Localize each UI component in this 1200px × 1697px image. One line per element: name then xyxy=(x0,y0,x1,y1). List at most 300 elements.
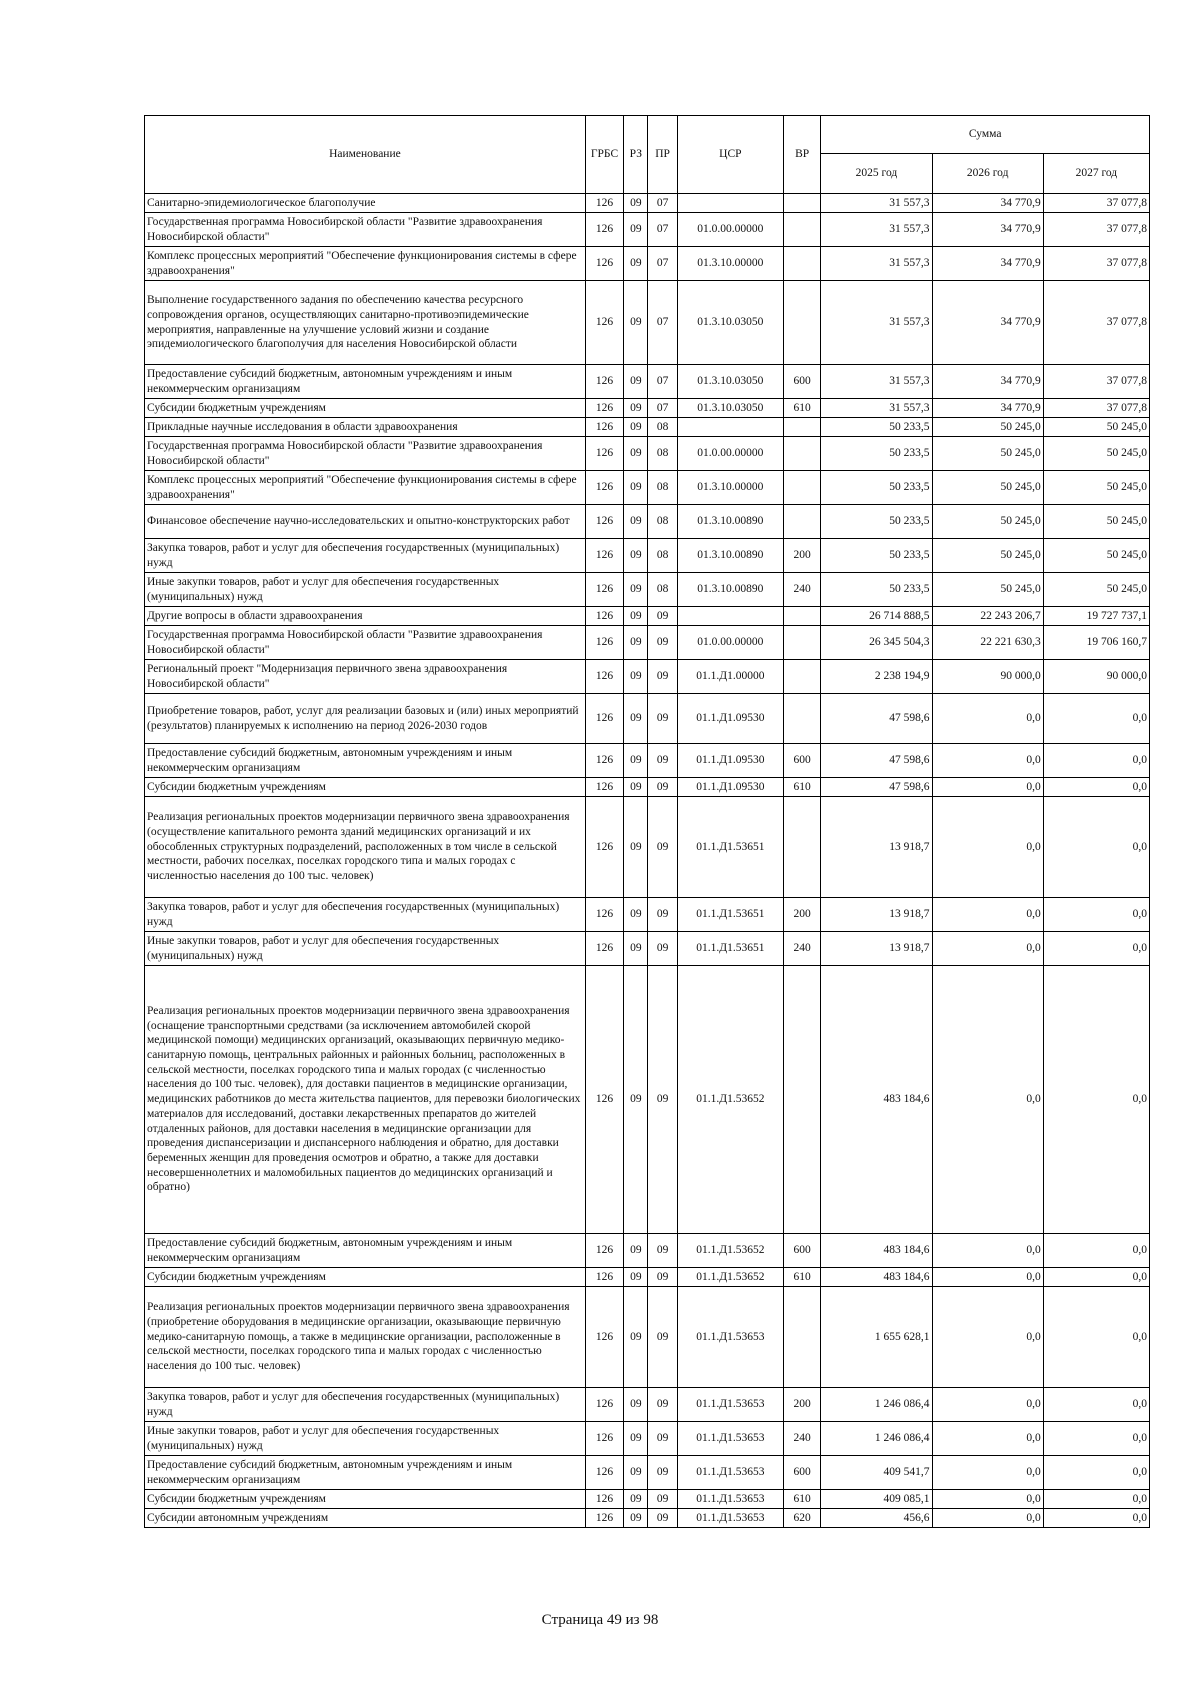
cell-name: Субсидии бюджетным учреждениям xyxy=(145,399,586,418)
cell-name: Закупка товаров, работ и услуг для обеспечения государственных (муниципальных) нужд xyxy=(145,898,586,932)
cell-pr: 09 xyxy=(648,966,677,1234)
cell-name: Государственная программа Новосибирской области "Развитие здравоохранения Новосибирской области" xyxy=(145,626,586,660)
table-row xyxy=(145,1509,1150,1528)
cell-grbs: 126 xyxy=(585,778,623,797)
cell-pr: 09 xyxy=(648,1509,677,1528)
cell-sum-2025: 13 918,7 xyxy=(821,932,932,966)
cell-sum-2027: 0,0 xyxy=(1043,932,1149,966)
cell-name: Комплекс процессных мероприятий "Обеспечение функционирования системы в сфере здравоохранения" xyxy=(145,247,586,281)
cell-sum-2025: 50 233,5 xyxy=(821,418,932,437)
cell-sum-2026: 0,0 xyxy=(932,1268,1043,1287)
cell-sum-2027: 37 077,8 xyxy=(1043,365,1149,399)
cell-pr: 07 xyxy=(648,365,677,399)
cell-pr: 09 xyxy=(648,1456,677,1490)
cell-sum-2025: 50 233,5 xyxy=(821,539,932,573)
header-name: Наименование xyxy=(145,116,586,194)
table-row xyxy=(145,660,1150,694)
cell-csr: 01.1.Д1.53651 xyxy=(677,797,783,898)
cell-rz: 09 xyxy=(624,932,648,966)
cell-grbs: 126 xyxy=(585,607,623,626)
cell-sum-2027: 0,0 xyxy=(1043,694,1149,744)
cell-csr: 01.3.10.00890 xyxy=(677,539,783,573)
cell-name: Закупка товаров, работ и услуг для обеспечения государственных (муниципальных) нужд xyxy=(145,539,586,573)
cell-pr: 09 xyxy=(648,744,677,778)
cell-rz: 09 xyxy=(624,1422,648,1456)
cell-csr xyxy=(677,194,783,213)
cell-rz: 09 xyxy=(624,539,648,573)
cell-sum-2025: 483 184,6 xyxy=(821,1268,932,1287)
cell-rz: 09 xyxy=(624,660,648,694)
cell-pr: 08 xyxy=(648,471,677,505)
cell-rz: 09 xyxy=(624,471,648,505)
cell-sum-2026: 34 770,9 xyxy=(932,213,1043,247)
cell-sum-2027: 50 245,0 xyxy=(1043,437,1149,471)
cell-name: Предоставление субсидий бюджетным, автономным учреждениям и иным некоммерческим организациям xyxy=(145,744,586,778)
cell-grbs: 126 xyxy=(585,1509,623,1528)
cell-vr: 600 xyxy=(783,744,820,778)
cell-sum-2027: 0,0 xyxy=(1043,1268,1149,1287)
cell-sum-2027: 50 245,0 xyxy=(1043,539,1149,573)
cell-vr: 600 xyxy=(783,365,820,399)
cell-rz: 09 xyxy=(624,505,648,539)
cell-name: Финансовое обеспечение научно-исследовательских и опытно-конструкторских работ xyxy=(145,505,586,539)
cell-rz: 09 xyxy=(624,744,648,778)
cell-name: Государственная программа Новосибирской области "Развитие здравоохранения Новосибирской области" xyxy=(145,213,586,247)
cell-name: Иные закупки товаров, работ и услуг для обеспечения государственных (муниципальных) нужд xyxy=(145,573,586,607)
cell-sum-2026: 0,0 xyxy=(932,1422,1043,1456)
cell-name: Субсидии автономным учреждениям xyxy=(145,1509,586,1528)
cell-vr xyxy=(783,247,820,281)
cell-name: Реализация региональных проектов модернизации первичного звена здравоохранения (осуществление капитального ремонта зданий медицинских организаций и их обособленных структурных подразделений, расположенных в том числе в сельской местности, рабочих поселках, поселках городского типа и малых городах с численностью населения до 100 тыс. человек) xyxy=(145,797,586,898)
cell-sum-2026: 50 245,0 xyxy=(932,471,1043,505)
cell-sum-2027: 19 727 737,1 xyxy=(1043,607,1149,626)
cell-sum-2026: 34 770,9 xyxy=(932,365,1043,399)
cell-vr: 200 xyxy=(783,898,820,932)
cell-rz: 09 xyxy=(624,573,648,607)
cell-csr xyxy=(677,607,783,626)
cell-sum-2027: 0,0 xyxy=(1043,778,1149,797)
cell-sum-2025: 409 541,7 xyxy=(821,1456,932,1490)
cell-pr: 07 xyxy=(648,213,677,247)
cell-sum-2026: 0,0 xyxy=(932,1287,1043,1388)
cell-sum-2027: 50 245,0 xyxy=(1043,418,1149,437)
cell-name: Предоставление субсидий бюджетным, автономным учреждениям и иным некоммерческим организациям xyxy=(145,1456,586,1490)
cell-sum-2025: 50 233,5 xyxy=(821,505,932,539)
cell-vr xyxy=(783,418,820,437)
cell-grbs: 126 xyxy=(585,194,623,213)
cell-vr: 240 xyxy=(783,573,820,607)
table-row xyxy=(145,626,1150,660)
cell-sum-2026: 0,0 xyxy=(932,1490,1043,1509)
table-row xyxy=(145,744,1150,778)
table-row xyxy=(145,539,1150,573)
cell-csr: 01.0.00.00000 xyxy=(677,626,783,660)
cell-csr: 01.1.Д1.53651 xyxy=(677,898,783,932)
table-row xyxy=(145,966,1150,1234)
header-year-2026: 2026 год xyxy=(932,154,1043,194)
table-row xyxy=(145,573,1150,607)
cell-vr: 240 xyxy=(783,1422,820,1456)
cell-name: Прикладные научные исследования в области здравоохранения xyxy=(145,418,586,437)
cell-csr: 01.1.Д1.53651 xyxy=(677,932,783,966)
cell-grbs: 126 xyxy=(585,694,623,744)
cell-sum-2026: 50 245,0 xyxy=(932,505,1043,539)
header-csr: ЦСР xyxy=(677,116,783,194)
cell-sum-2027: 50 245,0 xyxy=(1043,573,1149,607)
cell-csr: 01.1.Д1.53653 xyxy=(677,1456,783,1490)
cell-csr: 01.3.10.03050 xyxy=(677,399,783,418)
cell-grbs: 126 xyxy=(585,1456,623,1490)
cell-rz: 09 xyxy=(624,797,648,898)
cell-sum-2025: 456,6 xyxy=(821,1509,932,1528)
cell-grbs: 126 xyxy=(585,744,623,778)
cell-grbs: 126 xyxy=(585,626,623,660)
cell-sum-2025: 2 238 194,9 xyxy=(821,660,932,694)
cell-grbs: 126 xyxy=(585,281,623,365)
cell-sum-2026: 34 770,9 xyxy=(932,247,1043,281)
cell-csr: 01.1.Д1.53652 xyxy=(677,966,783,1234)
cell-rz: 09 xyxy=(624,694,648,744)
header-year-2027: 2027 год xyxy=(1043,154,1149,194)
cell-sum-2027: 0,0 xyxy=(1043,1490,1149,1509)
cell-sum-2025: 47 598,6 xyxy=(821,744,932,778)
table-row xyxy=(145,694,1150,744)
header-vr: ВР xyxy=(783,116,820,194)
header-grbs: ГРБС xyxy=(585,116,623,194)
cell-csr: 01.1.Д1.53652 xyxy=(677,1234,783,1268)
table-body xyxy=(145,194,1150,1528)
cell-sum-2026: 34 770,9 xyxy=(932,194,1043,213)
cell-pr: 07 xyxy=(648,281,677,365)
cell-sum-2026: 0,0 xyxy=(932,966,1043,1234)
table-row xyxy=(145,471,1150,505)
table-row xyxy=(145,898,1150,932)
table-row xyxy=(145,281,1150,365)
cell-sum-2025: 13 918,7 xyxy=(821,898,932,932)
cell-pr: 09 xyxy=(648,1388,677,1422)
cell-vr: 610 xyxy=(783,399,820,418)
cell-pr: 09 xyxy=(648,778,677,797)
table-row xyxy=(145,194,1150,213)
cell-sum-2027: 50 245,0 xyxy=(1043,505,1149,539)
cell-grbs: 126 xyxy=(585,1268,623,1287)
cell-vr: 200 xyxy=(783,1388,820,1422)
cell-sum-2025: 483 184,6 xyxy=(821,966,932,1234)
cell-sum-2026: 0,0 xyxy=(932,778,1043,797)
cell-sum-2026: 0,0 xyxy=(932,932,1043,966)
cell-pr: 08 xyxy=(648,505,677,539)
cell-rz: 09 xyxy=(624,778,648,797)
cell-name: Санитарно-эпидемиологическое благополучие xyxy=(145,194,586,213)
cell-sum-2025: 483 184,6 xyxy=(821,1234,932,1268)
cell-csr: 01.3.10.03050 xyxy=(677,281,783,365)
cell-rz: 09 xyxy=(624,213,648,247)
cell-grbs: 126 xyxy=(585,1388,623,1422)
cell-pr: 09 xyxy=(648,1234,677,1268)
cell-vr xyxy=(783,660,820,694)
cell-vr xyxy=(783,437,820,471)
cell-sum-2025: 409 085,1 xyxy=(821,1490,932,1509)
cell-vr: 240 xyxy=(783,932,820,966)
cell-rz: 09 xyxy=(624,194,648,213)
page-number: Страница 49 из 98 xyxy=(541,1612,659,1628)
cell-pr: 07 xyxy=(648,194,677,213)
cell-rz: 09 xyxy=(624,626,648,660)
cell-grbs: 126 xyxy=(585,660,623,694)
cell-csr: 01.0.00.00000 xyxy=(677,213,783,247)
cell-pr: 09 xyxy=(648,1268,677,1287)
cell-grbs: 126 xyxy=(585,932,623,966)
cell-vr: 200 xyxy=(783,539,820,573)
cell-grbs: 126 xyxy=(585,1422,623,1456)
cell-rz: 09 xyxy=(624,1287,648,1388)
cell-vr xyxy=(783,194,820,213)
cell-sum-2027: 37 077,8 xyxy=(1043,281,1149,365)
cell-name: Субсидии бюджетным учреждениям xyxy=(145,1268,586,1287)
header-rz: РЗ xyxy=(624,116,648,194)
cell-grbs: 126 xyxy=(585,797,623,898)
cell-csr: 01.3.10.00000 xyxy=(677,471,783,505)
cell-grbs: 126 xyxy=(585,437,623,471)
cell-sum-2027: 0,0 xyxy=(1043,898,1149,932)
cell-name: Реализация региональных проектов модернизации первичного звена здравоохранения (оснащение транспортными средствами (за исключением автомобилей скорой медицинской помощи) медицинских организаций, оказывающих первичную медико-санитарную помощь, центральных районных и районных больниц, расположенных в сельской местности, поселках городского типа и малых городах (с численностью населения до 100 тыс. человек), для доставки пациентов в медицинские организации, медицинских работников до места жительства пациентов, для перевозки биологических материалов для исследований, доставки лекарственных препаратов до жителей отдаленных районов, для доставки населения в медицинские организации для проведения диспансеризации и диспансерного наблюдения и обратно, для доставки беременных женщин для проведения осмотров и обратно, а также для доставки несовершеннолетних и маломобильных пациентов до медицинских организаций и обратно) xyxy=(145,966,586,1234)
cell-csr: 01.3.10.00000 xyxy=(677,247,783,281)
cell-pr: 08 xyxy=(648,437,677,471)
table-row xyxy=(145,1456,1150,1490)
cell-pr: 09 xyxy=(648,694,677,744)
cell-csr: 01.0.00.00000 xyxy=(677,437,783,471)
cell-name: Субсидии бюджетным учреждениям xyxy=(145,1490,586,1509)
cell-sum-2026: 50 245,0 xyxy=(932,437,1043,471)
cell-sum-2026: 50 245,0 xyxy=(932,539,1043,573)
cell-name: Выполнение государственного задания по обеспечению качества ресурсного сопровождения органов, осуществляющих санитарно-противоэпидемические мероприятия, направленные на улучшение условий жизни и создание эпидемиологического благополучия для населения Новосибирской области xyxy=(145,281,586,365)
cell-sum-2025: 31 557,3 xyxy=(821,213,932,247)
cell-csr: 01.1.Д1.09530 xyxy=(677,778,783,797)
cell-name: Региональный проект "Модернизация первичного звена здравоохранения Новосибирской области" xyxy=(145,660,586,694)
cell-sum-2027: 0,0 xyxy=(1043,744,1149,778)
cell-sum-2025: 31 557,3 xyxy=(821,247,932,281)
cell-grbs: 126 xyxy=(585,213,623,247)
cell-pr: 09 xyxy=(648,626,677,660)
cell-sum-2027: 0,0 xyxy=(1043,1234,1149,1268)
cell-rz: 09 xyxy=(624,1490,648,1509)
table-row xyxy=(145,1490,1150,1509)
cell-sum-2026: 0,0 xyxy=(932,694,1043,744)
cell-csr: 01.3.10.00890 xyxy=(677,573,783,607)
cell-csr: 01.1.Д1.00000 xyxy=(677,660,783,694)
table-row xyxy=(145,247,1150,281)
cell-grbs: 126 xyxy=(585,539,623,573)
cell-grbs: 126 xyxy=(585,365,623,399)
cell-rz: 09 xyxy=(624,1234,648,1268)
cell-sum-2026: 0,0 xyxy=(932,1509,1043,1528)
table-row xyxy=(145,365,1150,399)
cell-grbs: 126 xyxy=(585,573,623,607)
cell-vr xyxy=(783,505,820,539)
cell-name: Иные закупки товаров, работ и услуг для обеспечения государственных (муниципальных) нужд xyxy=(145,932,586,966)
table-row xyxy=(145,213,1150,247)
cell-pr: 09 xyxy=(648,1422,677,1456)
cell-rz: 09 xyxy=(624,898,648,932)
cell-pr: 08 xyxy=(648,573,677,607)
cell-csr xyxy=(677,418,783,437)
cell-grbs: 126 xyxy=(585,247,623,281)
cell-sum-2026: 0,0 xyxy=(932,1388,1043,1422)
cell-sum-2025: 31 557,3 xyxy=(821,365,932,399)
cell-name: Другие вопросы в области здравоохранения xyxy=(145,607,586,626)
cell-sum-2025: 47 598,6 xyxy=(821,694,932,744)
cell-sum-2027: 19 706 160,7 xyxy=(1043,626,1149,660)
cell-rz: 09 xyxy=(624,365,648,399)
cell-rz: 09 xyxy=(624,966,648,1234)
cell-rz: 09 xyxy=(624,1456,648,1490)
cell-grbs: 126 xyxy=(585,966,623,1234)
cell-pr: 09 xyxy=(648,607,677,626)
table-row xyxy=(145,1268,1150,1287)
cell-sum-2026: 22 221 630,3 xyxy=(932,626,1043,660)
cell-csr: 01.1.Д1.53653 xyxy=(677,1388,783,1422)
cell-sum-2025: 47 598,6 xyxy=(821,778,932,797)
cell-csr: 01.1.Д1.53652 xyxy=(677,1268,783,1287)
cell-sum-2025: 31 557,3 xyxy=(821,194,932,213)
cell-grbs: 126 xyxy=(585,505,623,539)
budget-table xyxy=(144,115,1150,1528)
cell-pr: 09 xyxy=(648,898,677,932)
cell-rz: 09 xyxy=(624,247,648,281)
cell-rz: 09 xyxy=(624,1509,648,1528)
cell-vr xyxy=(783,1287,820,1388)
cell-pr: 08 xyxy=(648,418,677,437)
cell-rz: 09 xyxy=(624,437,648,471)
cell-sum-2027: 90 000,0 xyxy=(1043,660,1149,694)
cell-csr: 01.1.Д1.53653 xyxy=(677,1287,783,1388)
cell-sum-2027: 50 245,0 xyxy=(1043,471,1149,505)
table-row xyxy=(145,1234,1150,1268)
cell-csr: 01.1.Д1.09530 xyxy=(677,744,783,778)
cell-sum-2027: 37 077,8 xyxy=(1043,247,1149,281)
cell-sum-2025: 50 233,5 xyxy=(821,471,932,505)
cell-pr: 08 xyxy=(648,539,677,573)
cell-pr: 09 xyxy=(648,1490,677,1509)
cell-name: Предоставление субсидий бюджетным, автономным учреждениям и иным некоммерческим организациям xyxy=(145,1234,586,1268)
cell-vr xyxy=(783,694,820,744)
table-row xyxy=(145,399,1150,418)
cell-vr: 610 xyxy=(783,1268,820,1287)
cell-sum-2026: 50 245,0 xyxy=(932,418,1043,437)
cell-sum-2026: 0,0 xyxy=(932,744,1043,778)
cell-sum-2027: 37 077,8 xyxy=(1043,194,1149,213)
cell-sum-2026: 0,0 xyxy=(932,1234,1043,1268)
cell-name: Закупка товаров, работ и услуг для обеспечения государственных (муниципальных) нужд xyxy=(145,1388,586,1422)
cell-name: Государственная программа Новосибирской области "Развитие здравоохранения Новосибирской области" xyxy=(145,437,586,471)
cell-pr: 09 xyxy=(648,1287,677,1388)
header-year-2025: 2025 год xyxy=(821,154,932,194)
table-header xyxy=(145,116,1150,194)
cell-csr: 01.1.Д1.53653 xyxy=(677,1490,783,1509)
cell-sum-2027: 37 077,8 xyxy=(1043,213,1149,247)
cell-sum-2026: 0,0 xyxy=(932,797,1043,898)
cell-csr: 01.1.Д1.53653 xyxy=(677,1422,783,1456)
cell-sum-2026: 34 770,9 xyxy=(932,281,1043,365)
cell-sum-2025: 1 655 628,1 xyxy=(821,1287,932,1388)
cell-csr: 01.1.Д1.09530 xyxy=(677,694,783,744)
cell-sum-2027: 37 077,8 xyxy=(1043,399,1149,418)
cell-sum-2025: 26 345 504,3 xyxy=(821,626,932,660)
table-row xyxy=(145,437,1150,471)
cell-name: Иные закупки товаров, работ и услуг для обеспечения государственных (муниципальных) нужд xyxy=(145,1422,586,1456)
cell-rz: 09 xyxy=(624,418,648,437)
cell-pr: 07 xyxy=(648,247,677,281)
table-row xyxy=(145,607,1150,626)
cell-vr: 610 xyxy=(783,1490,820,1509)
cell-pr: 09 xyxy=(648,932,677,966)
cell-sum-2027: 0,0 xyxy=(1043,1509,1149,1528)
cell-csr: 01.3.10.00890 xyxy=(677,505,783,539)
cell-grbs: 126 xyxy=(585,1234,623,1268)
table-row xyxy=(145,932,1150,966)
cell-sum-2025: 31 557,3 xyxy=(821,399,932,418)
cell-sum-2027: 0,0 xyxy=(1043,1422,1149,1456)
table-row xyxy=(145,1388,1150,1422)
header-pr: ПР xyxy=(648,116,677,194)
cell-sum-2025: 1 246 086,4 xyxy=(821,1388,932,1422)
cell-pr: 09 xyxy=(648,797,677,898)
cell-sum-2027: 0,0 xyxy=(1043,966,1149,1234)
cell-grbs: 126 xyxy=(585,1287,623,1388)
cell-vr xyxy=(783,626,820,660)
cell-vr: 600 xyxy=(783,1234,820,1268)
cell-vr: 600 xyxy=(783,1456,820,1490)
cell-sum-2025: 13 918,7 xyxy=(821,797,932,898)
cell-sum-2026: 34 770,9 xyxy=(932,399,1043,418)
cell-grbs: 126 xyxy=(585,471,623,505)
cell-vr xyxy=(783,966,820,1234)
cell-vr xyxy=(783,281,820,365)
cell-vr xyxy=(783,471,820,505)
cell-sum-2025: 31 557,3 xyxy=(821,281,932,365)
cell-csr: 01.3.10.03050 xyxy=(677,365,783,399)
cell-sum-2027: 0,0 xyxy=(1043,1287,1149,1388)
table-row xyxy=(145,797,1150,898)
cell-sum-2025: 26 714 888,5 xyxy=(821,607,932,626)
cell-vr: 610 xyxy=(783,778,820,797)
table-row xyxy=(145,505,1150,539)
header-sum: Сумма xyxy=(821,116,1150,154)
cell-rz: 09 xyxy=(624,1388,648,1422)
cell-name: Приобретение товаров, работ, услуг для реализации базовых и (или) иных мероприятий (результатов) планируемых к исполнению на период 2026-2030 годов xyxy=(145,694,586,744)
cell-grbs: 126 xyxy=(585,399,623,418)
cell-rz: 09 xyxy=(624,1268,648,1287)
table-row xyxy=(145,1422,1150,1456)
cell-sum-2026: 50 245,0 xyxy=(932,573,1043,607)
cell-sum-2027: 0,0 xyxy=(1043,1388,1149,1422)
cell-vr: 620 xyxy=(783,1509,820,1528)
cell-sum-2027: 0,0 xyxy=(1043,797,1149,898)
cell-vr xyxy=(783,213,820,247)
cell-pr: 07 xyxy=(648,399,677,418)
cell-name: Субсидии бюджетным учреждениям xyxy=(145,778,586,797)
table-row xyxy=(145,778,1150,797)
cell-sum-2026: 90 000,0 xyxy=(932,660,1043,694)
cell-name: Предоставление субсидий бюджетным, автономным учреждениям и иным некоммерческим организациям xyxy=(145,365,586,399)
cell-sum-2025: 50 233,5 xyxy=(821,573,932,607)
cell-name: Комплекс процессных мероприятий "Обеспечение функционирования системы в сфере здравоохранения" xyxy=(145,471,586,505)
cell-grbs: 126 xyxy=(585,898,623,932)
cell-rz: 09 xyxy=(624,607,648,626)
cell-grbs: 126 xyxy=(585,418,623,437)
cell-grbs: 126 xyxy=(585,1490,623,1509)
cell-vr xyxy=(783,797,820,898)
